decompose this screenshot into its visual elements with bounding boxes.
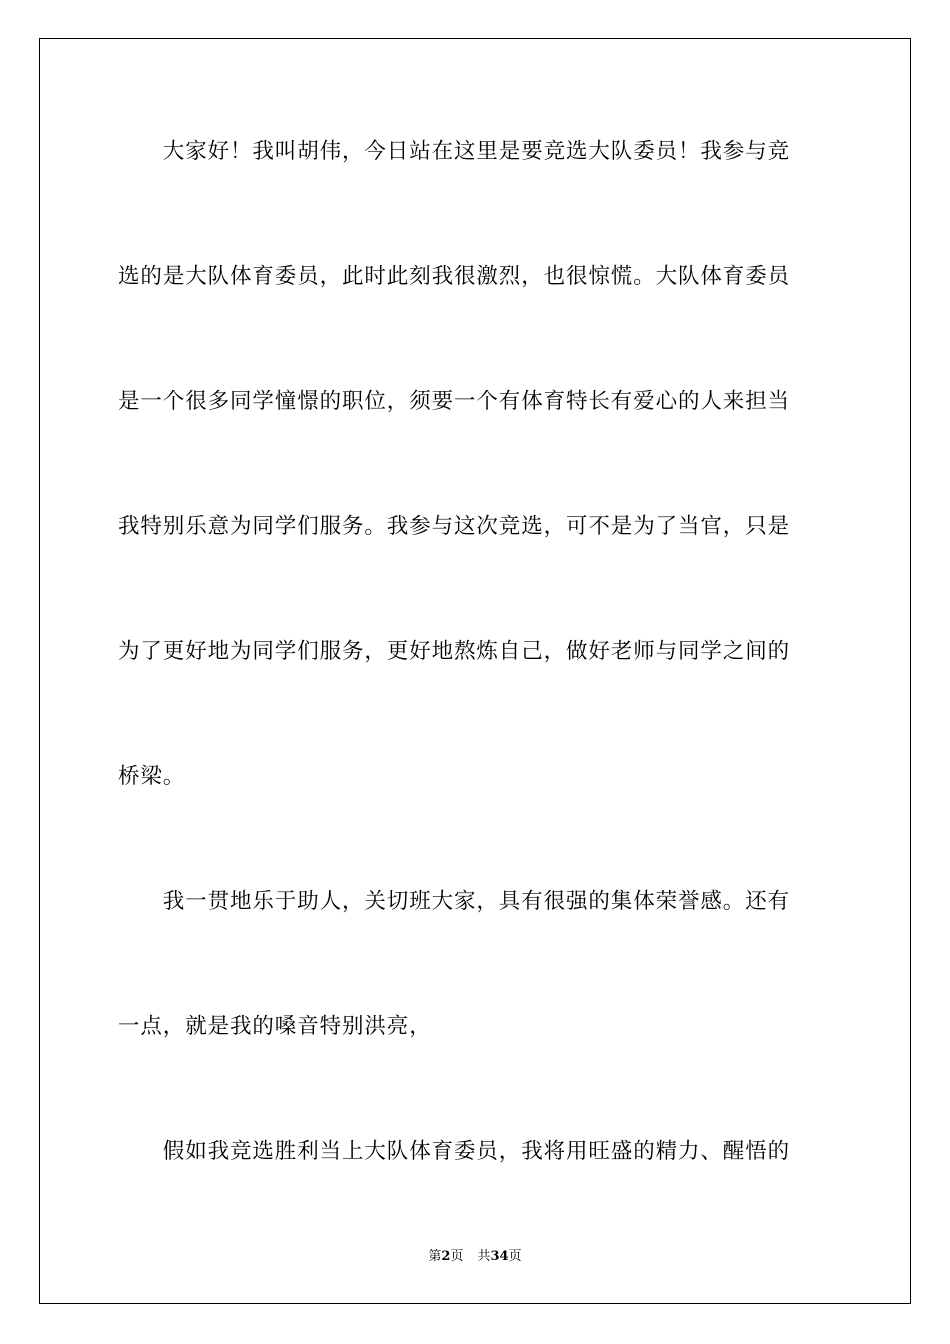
body-text-line: 桥梁。 — [118, 764, 186, 789]
page-number: 2 — [441, 1249, 451, 1264]
body-text-line: 是一个很多同学憧憬的职位，须要一个有体育特长有爱心的人来担当 — [118, 389, 791, 414]
total-pages: 34 — [490, 1249, 509, 1264]
body-text-line: 大家好！我叫胡伟，今日站在这里是要竞选大队委员！我参与竞 — [118, 139, 791, 164]
page-footer — [0, 1248, 950, 1266]
body-text-line: 假如我竞选胜利当上大队体育委员，我将用旺盛的精力、醒悟的 — [118, 1139, 791, 1164]
body-text-line: 一点，就是我的嗓音特别洪亮， — [118, 1014, 432, 1039]
body-text-line: 我特别乐意为同学们服务。我参与这次竞选，可不是为了当官，只是 — [118, 514, 791, 539]
page-frame — [39, 38, 911, 1304]
body-text-line: 我一贯地乐于助人，关切班大家，具有很强的集体荣誉感。还有 — [118, 889, 791, 914]
body-text-line: 选的是大队体育委员，此时此刻我很激烈，也很惊慌。大队体育委员 — [118, 264, 791, 289]
page-prefix: 第 — [428, 1249, 442, 1264]
total-suffix: 页 — [508, 1249, 522, 1264]
total-prefix: 共 — [477, 1249, 491, 1264]
page-suffix: 页 — [450, 1249, 464, 1264]
body-text-line: 为了更好地为同学们服务，更好地熬炼自己，做好老师与同学之间的 — [118, 639, 791, 664]
